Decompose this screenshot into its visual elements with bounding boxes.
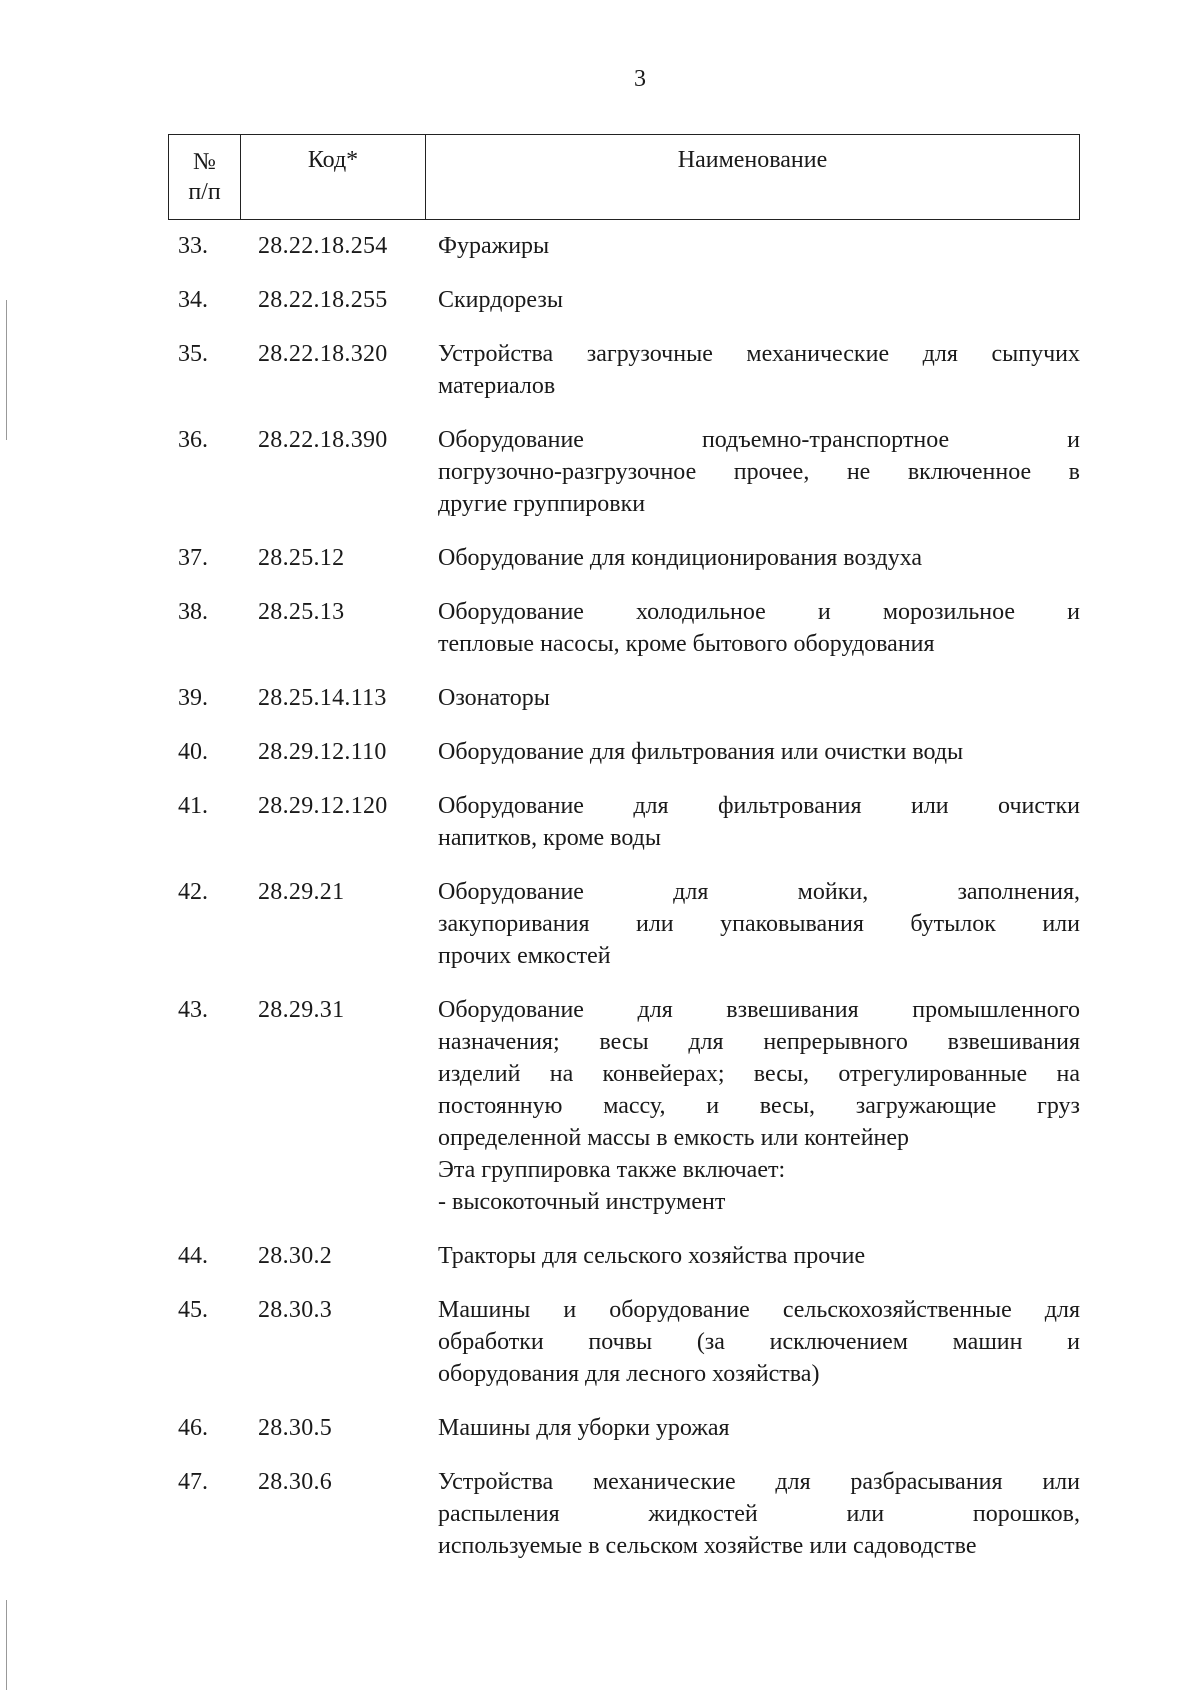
- table-row: [0, 682, 1200, 714]
- row-name-line: закупоривания или упаковывания бутылок или: [438, 911, 1080, 937]
- row-code: 28.25.12: [258, 545, 345, 571]
- row-number: 43.: [178, 997, 208, 1023]
- row-name-line: Устройства загрузочные механические для сыпучих: [438, 341, 1080, 367]
- row-name-line: напитков, кроме воды: [438, 825, 661, 851]
- row-code: 28.30.6: [258, 1469, 333, 1495]
- row-name: [438, 736, 1080, 768]
- row-code: 28.29.21: [258, 879, 345, 905]
- row-name-line: Озонаторы: [438, 685, 550, 711]
- table-row: [0, 1294, 1200, 1390]
- page-number: 3: [634, 66, 646, 92]
- header-number-column: [169, 135, 241, 219]
- row-name: [438, 1240, 1080, 1272]
- row-code: 28.29.31: [258, 997, 345, 1023]
- row-name: [438, 876, 1080, 972]
- row-name-line: Тракторы для сельского хозяйства прочие: [438, 1243, 866, 1269]
- row-number: 45.: [178, 1297, 208, 1323]
- header-number-abbrev: п/п: [188, 179, 221, 205]
- row-number: 36.: [178, 427, 208, 453]
- table-row: [0, 338, 1200, 402]
- header-name-column: Наименование: [677, 147, 828, 173]
- row-name-line: Оборудование для фильтрования или очистки воды: [438, 739, 964, 765]
- row-number: 39.: [178, 685, 208, 711]
- row-name-line: изделий на конвейерах; весы, отрегулированные на: [438, 1061, 1080, 1087]
- row-name-line: постоянную массу, и весы, загружающие груз: [438, 1093, 1080, 1119]
- row-name-line: оборудования для лесного хозяйства): [438, 1361, 820, 1387]
- table-row: [0, 736, 1200, 768]
- row-number: 46.: [178, 1415, 208, 1441]
- table-row: [0, 284, 1200, 316]
- row-name: [438, 542, 1080, 574]
- row-code: 28.29.12.110: [258, 739, 387, 765]
- row-name-line: Оборудование для взвешивания промышленного: [438, 997, 1080, 1023]
- header-number-symbol: №: [193, 149, 216, 175]
- row-name-line: - высокоточный инструмент: [438, 1189, 726, 1215]
- row-number: 35.: [178, 341, 208, 367]
- scan-edge-mark: [6, 1600, 7, 1690]
- table-row: [0, 1412, 1200, 1444]
- row-name-line: тепловые насосы, кроме бытового оборудования: [438, 631, 935, 657]
- row-name-line: Скирдорезы: [438, 287, 563, 313]
- row-name-line: Эта группировка также включает:: [438, 1157, 786, 1183]
- row-name-line: Устройства механические для разбрасывания или: [438, 1469, 1080, 1495]
- row-code: 28.25.13: [258, 599, 345, 625]
- row-number: 41.: [178, 793, 208, 819]
- row-name: [438, 284, 1080, 316]
- row-name: [438, 1412, 1080, 1444]
- row-name-line: обработки почвы (за исключением машин и: [438, 1329, 1080, 1355]
- row-code: 28.30.3: [258, 1297, 333, 1323]
- row-name-line: погрузочно-разгрузочное прочее, не включенное в: [438, 459, 1080, 485]
- row-name-line: используемые в сельском хозяйстве или садоводстве: [438, 1533, 977, 1559]
- row-name-line: назначения; весы для непрерывного взвешивания: [438, 1029, 1080, 1055]
- row-name-line: Оборудование для мойки, заполнения,: [438, 879, 1080, 905]
- row-code: 28.22.18.390: [258, 427, 388, 453]
- table-row: [0, 790, 1200, 854]
- row-name: [438, 790, 1080, 854]
- row-name: [438, 1466, 1080, 1562]
- row-number: 47.: [178, 1469, 208, 1495]
- row-number: 38.: [178, 599, 208, 625]
- row-name-line: другие группировки: [438, 491, 646, 517]
- row-code: 28.29.12.120: [258, 793, 388, 819]
- row-number: 34.: [178, 287, 208, 313]
- row-name: [438, 682, 1080, 714]
- row-number: 44.: [178, 1243, 208, 1269]
- row-name-line: определенной массы в емкость или контейнер: [438, 1125, 910, 1151]
- row-name: [438, 230, 1080, 262]
- row-name-line: Оборудование для фильтрования или очистки: [438, 793, 1080, 819]
- row-name: [438, 596, 1080, 660]
- row-name: [438, 338, 1080, 402]
- row-number: 42.: [178, 879, 208, 905]
- row-number: 37.: [178, 545, 208, 571]
- row-number: 33.: [178, 233, 208, 259]
- row-name-line: материалов: [438, 373, 556, 399]
- row-name: [438, 1294, 1080, 1390]
- row-name-line: Фуражиры: [438, 233, 550, 259]
- row-code: 28.22.18.320: [258, 341, 388, 367]
- row-name-line: распыления жидкостей или порошков,: [438, 1501, 1080, 1527]
- table-row: [0, 596, 1200, 660]
- table-row: [0, 542, 1200, 574]
- row-number: 40.: [178, 739, 208, 765]
- row-name-line: прочих емкостей: [438, 943, 611, 969]
- row-code: 28.22.18.255: [258, 287, 388, 313]
- table-header: [168, 134, 1080, 220]
- table-row: [0, 230, 1200, 262]
- table-row: [0, 1240, 1200, 1272]
- table-row: [0, 1466, 1200, 1562]
- scan-edge-mark: [6, 300, 7, 440]
- table-row: [0, 424, 1200, 520]
- row-name-line: Оборудование холодильное и морозильное и: [438, 599, 1080, 625]
- table-body: [0, 230, 1200, 1562]
- row-name-line: Оборудование для кондиционирования воздуха: [438, 545, 923, 571]
- row-name: [438, 424, 1080, 520]
- row-name: [438, 994, 1080, 1218]
- header-code-column: Код*: [241, 135, 426, 219]
- row-name-line: Машины и оборудование сельскохозяйственные для: [438, 1297, 1080, 1323]
- table-row: [0, 994, 1200, 1218]
- table-row: [0, 876, 1200, 972]
- row-name-line: Машины для уборки урожая: [438, 1415, 730, 1441]
- row-code: 28.25.14.113: [258, 685, 387, 711]
- row-code: 28.30.5: [258, 1415, 333, 1441]
- row-name-line: Оборудование подъемно-транспортное и: [438, 427, 1080, 453]
- row-code: 28.30.2: [258, 1243, 333, 1269]
- row-code: 28.22.18.254: [258, 233, 388, 259]
